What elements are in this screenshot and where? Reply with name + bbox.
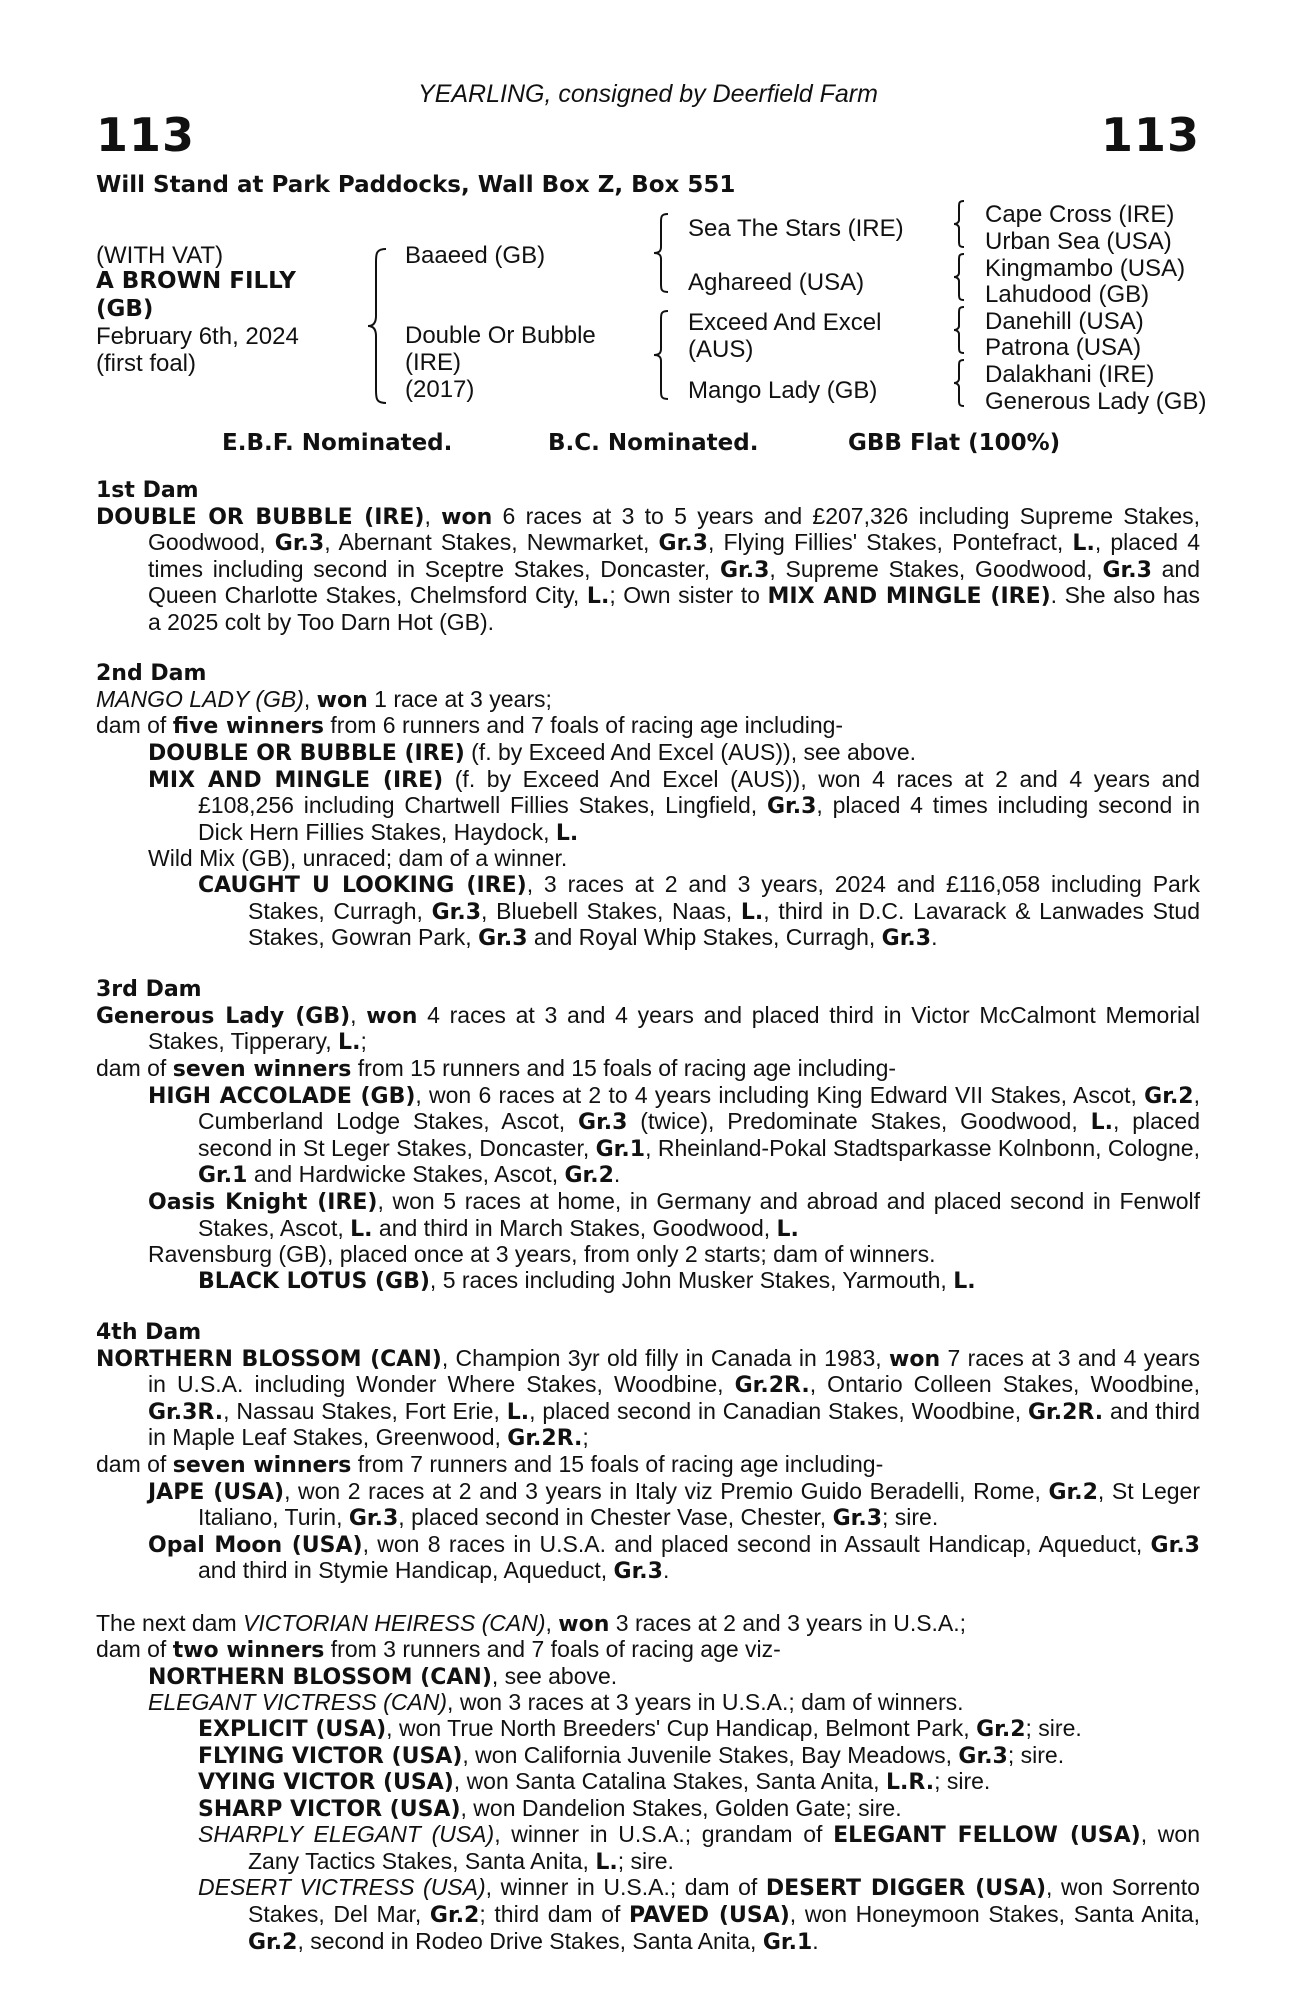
- entry-text: , Ontario Colleen Stakes, Woodbine,: [809, 1371, 1200, 1398]
- bold-text: Gr.3: [832, 1506, 882, 1532]
- entry-text: , Flying Fillies' Stakes, Pontefract,: [707, 529, 1073, 556]
- entry-text: ; sire.: [882, 1504, 939, 1531]
- sire-sire: Sea The Stars (IRE): [688, 215, 904, 242]
- first-foal-note: (first foal): [96, 350, 197, 377]
- dam-sire: Exceed And Excel: [688, 309, 882, 336]
- entry-text: ,: [350, 1001, 367, 1028]
- entry-text: ,: [303, 685, 317, 712]
- produce-entry: [96, 1003, 1200, 1056]
- entry-text: dam of: [96, 1636, 173, 1663]
- produce-entry: [96, 1664, 1200, 1691]
- entry-text: , won 5 races at home, in Germany and abroad and placed second in Fenwolf Stakes, Ascot,: [198, 1188, 1200, 1241]
- entry-text: , 5 races including John Musker Stakes, Yarmouth,: [429, 1266, 954, 1293]
- bold-text: EXPLICIT (USA): [198, 1716, 387, 1742]
- entry-text: , Nassau Stakes, Fort Erie,: [223, 1397, 507, 1424]
- entry-text: and third in Maple Leaf Stakes, Greenwood,: [148, 1397, 1200, 1451]
- entry-text: ; sire.: [1025, 1714, 1082, 1741]
- entry-text: , placed 4 times including second in Sceptre Stakes, Doncaster,: [148, 529, 1201, 582]
- entry-text: , placed second in Canadian Stakes, Woodbine,: [529, 1397, 1028, 1424]
- lot-number-left: 113: [96, 108, 196, 162]
- entry-text: , won 2 races at 2 and 3 years in Italy viz Premio Guido Beradelli, Rome,: [284, 1477, 1049, 1504]
- bold-text: Gr.2R.: [1028, 1399, 1104, 1425]
- bold-text: seven winners: [172, 1057, 352, 1083]
- entry-text: . She also has a 2025 colt by Too Darn Hot (GB).: [148, 582, 1201, 635]
- entry-text: , won Santa Catalina Stakes, Santa Anita,: [453, 1768, 886, 1795]
- gg-brace-4: [952, 359, 966, 407]
- gg-brace-1: [952, 200, 966, 248]
- sire-dam-brace: [366, 248, 388, 404]
- entry-text: ; third dam of: [479, 1901, 630, 1928]
- produce-entry: [96, 1056, 1200, 1083]
- produce-entry: [96, 1743, 1200, 1770]
- dam-country: (IRE): [405, 349, 461, 376]
- bold-text: PAVED (USA): [629, 1903, 790, 1929]
- entry-text: and third in Stymie Handicap, Aqueduct,: [198, 1557, 614, 1584]
- bold-text: Gr.3: [578, 1110, 628, 1136]
- bold-text: DOUBLE OR BUBBLE (IRE): [148, 740, 465, 766]
- bold-text: VYING VICTOR (USA): [198, 1770, 454, 1796]
- bold-text: Gr.1: [198, 1163, 248, 1189]
- entry-text: ,: [545, 1609, 559, 1636]
- produce-entry: [96, 1875, 1200, 1955]
- dam-section: [96, 661, 1200, 952]
- bold-text: Gr.2: [976, 1716, 1026, 1742]
- produce-entry: [96, 846, 1200, 872]
- entry-text: ;: [360, 1028, 367, 1055]
- bold-text: L.: [1090, 1110, 1113, 1136]
- bold-text: Gr.3: [613, 1559, 663, 1585]
- great-grandparent-6: Patrona (USA): [985, 334, 1142, 361]
- entry-text: ; sire.: [934, 1768, 991, 1795]
- bold-text: seven winners: [172, 1452, 352, 1478]
- produce-entry: [96, 872, 1200, 952]
- entry-text: from 15 runners and 15 foals of racing age including-: [351, 1055, 897, 1082]
- entry-text: , placed second in Chester Vase, Chester,: [398, 1504, 833, 1531]
- entry-text: dam of: [96, 1450, 173, 1477]
- sire-line-brace: [652, 213, 670, 293]
- vat-note: (WITH VAT): [96, 242, 224, 269]
- section-heading: 2nd Dam: [96, 661, 207, 687]
- produce-entry: [96, 1822, 1200, 1875]
- italic-text: ELEGANT VICTRESS (CAN): [148, 1689, 448, 1716]
- entry-text: , won Sorrento Stakes, Del Mar,: [248, 1874, 1200, 1928]
- section-heading: 4th Dam: [96, 1320, 202, 1345]
- bold-text: Gr.1: [762, 1929, 813, 1955]
- entry-text: (f. by Exceed And Excel (AUS)), won 4 races at 2 and 4 years and £108,256 including Chartwell Fillies Stakes, Lingfield,: [198, 765, 1201, 819]
- italic-text: DESERT VICTRESS (USA): [198, 1874, 486, 1901]
- bold-text: SHARP VICTOR (USA): [198, 1796, 461, 1822]
- entry-text: and Hardwicke Stakes, Ascot,: [247, 1161, 565, 1188]
- bold-text: L.: [350, 1216, 373, 1242]
- bold-text: Gr.2: [1144, 1083, 1194, 1109]
- italic-text: SHARPLY ELEGANT (USA): [198, 1821, 495, 1848]
- entry-text: (f. by Exceed And Excel (AUS)), see above.: [464, 738, 917, 765]
- great-grandparent-1: Cape Cross (IRE): [985, 201, 1175, 228]
- entry-text: , won California Juvenile Stakes, Bay Meadows,: [462, 1741, 959, 1768]
- bold-text: won: [558, 1611, 610, 1637]
- entry-text: (twice), Predominate Stakes, Goodwood,: [627, 1108, 1091, 1135]
- entry-text: ,: [424, 502, 442, 529]
- entry-text: , winner in U.S.A.; dam of: [485, 1874, 766, 1901]
- produce-entry: [96, 740, 1200, 767]
- great-grandparent-4: Lahudood (GB): [985, 281, 1150, 308]
- entry-text: 4 races at 3 and 4 years and placed third in Victor McCalmont Memorial Stakes, Tipperary,: [148, 1001, 1201, 1055]
- gbb-bonus: GBB Flat (100%): [848, 430, 1061, 456]
- bold-text: DOUBLE OR BUBBLE (IRE): [96, 504, 425, 530]
- bold-text: Gr.3: [766, 794, 817, 820]
- bold-text: Gr.3: [348, 1506, 399, 1532]
- dam-section: [96, 478, 1200, 636]
- entry-text: .: [812, 1927, 819, 1954]
- entry-text: , winner in U.S.A.; grandam of: [494, 1821, 834, 1848]
- entry-text: 7 races at 3 and 4 years in U.S.A. including Wonder Where Stakes, Woodbine,: [148, 1344, 1200, 1398]
- bold-text: Gr.2: [564, 1163, 614, 1189]
- entry-text: , won Honeymoon Stakes, Santa Anita,: [789, 1901, 1201, 1928]
- bold-text: Gr.3R.: [148, 1399, 224, 1425]
- bold-text: L.: [740, 899, 764, 925]
- entry-text: The next dam: [96, 1609, 244, 1636]
- entry-text: , won Dandelion Stakes, Golden Gate; sire.: [460, 1794, 902, 1821]
- bold-text: ELEGANT FELLOW (USA): [833, 1823, 1141, 1849]
- entry-text: , Champion 3yr old filly in Canada in 1983,: [441, 1344, 889, 1371]
- produce-entry: [96, 1452, 1200, 1479]
- entry-text: 1 race at 3 years;: [367, 685, 552, 712]
- great-grandparent-7: Dalakhani (IRE): [985, 361, 1155, 388]
- bold-text: Gr.2R.: [507, 1426, 583, 1452]
- entry-text: .: [931, 924, 938, 951]
- bc-nomination: B.C. Nominated.: [548, 430, 759, 456]
- bold-text: won: [366, 1003, 418, 1029]
- bold-text: L.: [586, 584, 610, 610]
- produce-entry: [96, 713, 1200, 740]
- sire-dam: Aghareed (USA): [688, 269, 865, 296]
- produce-entry: [96, 504, 1200, 636]
- section-heading: 3rd Dam: [96, 977, 202, 1003]
- bold-text: L.: [1072, 531, 1095, 557]
- bold-text: L.R.: [885, 1770, 935, 1796]
- entry-text: , Rheinland-Pokal Stadtsparkasse Kolnbonn, Cologne,: [645, 1134, 1200, 1161]
- bold-text: Oasis Knight (IRE): [148, 1190, 378, 1216]
- bold-text: Gr.2: [248, 1929, 298, 1955]
- section-heading: 1st Dam: [96, 478, 199, 503]
- dam-name: Double Or Bubble: [405, 322, 596, 349]
- dam-dam: Mango Lady (GB): [688, 377, 878, 404]
- bold-text: L.: [555, 820, 579, 846]
- italic-text: MANGO LADY (GB): [96, 685, 304, 712]
- entry-text: and Royal Whip Stakes, Curragh,: [527, 924, 882, 951]
- bold-text: Gr.3: [658, 531, 708, 557]
- bold-text: L.: [776, 1216, 799, 1242]
- foaling-date: February 6th, 2024: [96, 323, 299, 350]
- gg-brace-2: [952, 253, 966, 301]
- bold-text: two winners: [172, 1638, 325, 1664]
- bold-text: CAUGHT U LOOKING (IRE): [198, 872, 527, 898]
- bold-text: Gr.3: [719, 557, 770, 583]
- bold-text: L.: [595, 1849, 618, 1875]
- entry-text: , won True North Breeders' Cup Handicap, Belmont Park,: [386, 1714, 977, 1741]
- produce-entry: [96, 1611, 1200, 1638]
- great-grandparent-2: Urban Sea (USA): [985, 228, 1172, 255]
- bold-text: Gr.3: [274, 531, 325, 557]
- great-grandparent-8: Generous Lady (GB): [985, 388, 1207, 415]
- sire-name: Baaeed (GB): [405, 242, 546, 269]
- entry-text: from 3 runners and 7 foals of racing age viz-: [324, 1636, 781, 1663]
- bold-text: HIGH ACCOLADE (GB): [148, 1083, 416, 1109]
- entry-text: , Abernant Stakes, Newmarket,: [324, 529, 659, 556]
- entry-text: .: [662, 1557, 670, 1584]
- bold-text: won: [316, 687, 368, 713]
- bold-text: JAPE (USA): [148, 1479, 285, 1505]
- entry-text: from 6 runners and 7 foals of racing age including-: [324, 712, 844, 739]
- entry-text: ;: [582, 1424, 589, 1451]
- dam-section: [96, 1320, 1200, 1585]
- bold-text: Gr.3: [958, 1743, 1008, 1769]
- bold-text: L.: [506, 1399, 530, 1425]
- great-grandparent-5: Danehill (USA): [985, 308, 1144, 335]
- dam-line-brace: [652, 310, 670, 400]
- stand-location: Will Stand at Park Paddocks, Wall Box Z, Box 551: [96, 172, 736, 198]
- entry-text: Wild Mix (GB), unraced; dam of a winner.: [148, 845, 568, 872]
- produce-entry: [96, 1346, 1200, 1452]
- produce-entry: [96, 1769, 1200, 1796]
- bold-text: Gr.3: [881, 926, 932, 952]
- bold-text: NORTHERN BLOSSOM (CAN): [148, 1664, 492, 1690]
- produce-entry: [96, 767, 1200, 847]
- entry-text: , Cumberland Lodge Stakes, Ascot,: [198, 1081, 1200, 1135]
- bold-text: MIX AND MINGLE (IRE): [148, 767, 444, 793]
- bold-text: Generous Lady (GB): [96, 1003, 351, 1029]
- bold-text: Gr.2: [1048, 1479, 1098, 1505]
- lot-number-right: 113: [1100, 108, 1200, 162]
- entry-text: .: [613, 1161, 621, 1188]
- gg-brace-3: [952, 306, 966, 354]
- bold-text: Gr.2: [429, 1903, 480, 1929]
- produce-entry: [96, 1083, 1200, 1189]
- produce-entry: [96, 1189, 1200, 1242]
- bold-text: Gr.3: [431, 899, 482, 925]
- bold-text: NORTHERN BLOSSOM (CAN): [96, 1346, 442, 1372]
- entry-text: and Queen Charlotte Stakes, Chelmsford City,: [148, 555, 1200, 609]
- entry-text: , won 8 races in U.S.A. and placed second in Assault Handicap, Aqueduct,: [362, 1530, 1151, 1557]
- italic-text: VICTORIAN HEIRESS (CAN): [243, 1609, 546, 1636]
- horse-description: A BROWN FILLY: [96, 268, 296, 294]
- entry-text: , Bluebell Stakes, Naas,: [481, 897, 741, 924]
- bold-text: DESERT DIGGER (USA): [765, 1876, 1047, 1902]
- entry-text: , won 3 races at 3 years in U.S.A.; dam of winners.: [447, 1689, 964, 1716]
- catalogue-page: [96, 0, 1207, 2000]
- entry-text: , St Leger Italiano, Turin,: [198, 1477, 1200, 1531]
- entry-text: ; sire.: [617, 1847, 674, 1874]
- great-grandparent-3: Kingmambo (USA): [985, 255, 1186, 282]
- dam-year: (2017): [405, 376, 475, 403]
- produce-entry: [96, 1242, 1200, 1268]
- entry-text: ; Own sister to: [609, 582, 768, 609]
- bold-text: won: [441, 504, 493, 530]
- produce-entry: [96, 687, 1200, 714]
- entry-text: , second in Rodeo Drive Stakes, Santa Anita,: [297, 1927, 763, 1954]
- entry-text: , won 6 races at 2 to 4 years including King Edward VII Stakes, Ascot,: [415, 1081, 1145, 1108]
- entry-text: , placed 4 times including second in Dick Hern Fillies Stakes, Haydock,: [198, 792, 1200, 845]
- bold-text: L.: [953, 1268, 976, 1294]
- bold-text: Opal Moon (USA): [148, 1532, 363, 1558]
- horse-description-country: (GB): [96, 296, 154, 322]
- entry-text: , Supreme Stakes, Goodwood,: [769, 555, 1103, 582]
- produce-entry: [96, 1637, 1200, 1664]
- entry-text: and third in March Stakes, Goodwood,: [372, 1214, 777, 1241]
- entry-text: 6 races at 3 to 5 years and £207,326 including Supreme Stakes, Goodwood,: [148, 502, 1201, 556]
- dam-section: [96, 977, 1200, 1294]
- produce-entry: [96, 1690, 1200, 1716]
- entry-text: dam of: [96, 712, 173, 739]
- bold-text: Gr.3: [1150, 1532, 1200, 1558]
- dam-sire-country: (AUS): [688, 336, 754, 363]
- entry-text: , third in D.C. Lavarack & Lanwades Stud Stakes, Gowran Park,: [248, 897, 1201, 951]
- entry-text: , see above.: [491, 1662, 618, 1689]
- produce-record: [96, 478, 1200, 1981]
- entry-text: Ravensburg (GB), placed once at 3 years, from only 2 starts; dam of winners.: [148, 1241, 936, 1268]
- bold-text: FLYING VICTOR (USA): [198, 1743, 463, 1769]
- bold-text: Gr.3: [1102, 557, 1152, 583]
- bold-text: five winners: [172, 714, 325, 740]
- entry-text: , placed second in St Leger Stakes, Doncaster,: [198, 1108, 1201, 1161]
- dam-section: [96, 1611, 1200, 1956]
- bold-text: Gr.3: [478, 926, 528, 952]
- entry-text: dam of: [96, 1055, 173, 1082]
- produce-entry: [96, 1268, 1200, 1295]
- entry-text: from 7 runners and 15 foals of racing age including-: [351, 1450, 884, 1477]
- entry-text: , 3 races at 2 and 3 years, 2024 and £116,058 including Park Stakes, Curragh,: [248, 870, 1200, 924]
- entry-text: , won Zany Tactics Stakes, Santa Anita,: [248, 1821, 1200, 1874]
- ebf-nomination: E.B.F. Nominated.: [222, 430, 453, 456]
- entry-text: ; sire.: [1007, 1741, 1065, 1768]
- bold-text: BLACK LOTUS (GB): [198, 1268, 430, 1294]
- bold-text: Gr.2R.: [734, 1373, 810, 1399]
- consignment-line: YEARLING, consigned by Deerfield Farm: [418, 80, 878, 108]
- bold-text: won: [889, 1346, 941, 1372]
- bold-text: Gr.1: [595, 1136, 646, 1162]
- bold-text: MIX AND MINGLE (IRE): [767, 584, 1051, 610]
- entry-text: 3 races at 2 and 3 years in U.S.A.;: [609, 1609, 967, 1636]
- produce-entry: [96, 1479, 1200, 1532]
- produce-entry: [96, 1796, 1200, 1823]
- bold-text: L.: [338, 1030, 361, 1056]
- produce-entry: [96, 1716, 1200, 1743]
- produce-entry: [96, 1532, 1200, 1585]
